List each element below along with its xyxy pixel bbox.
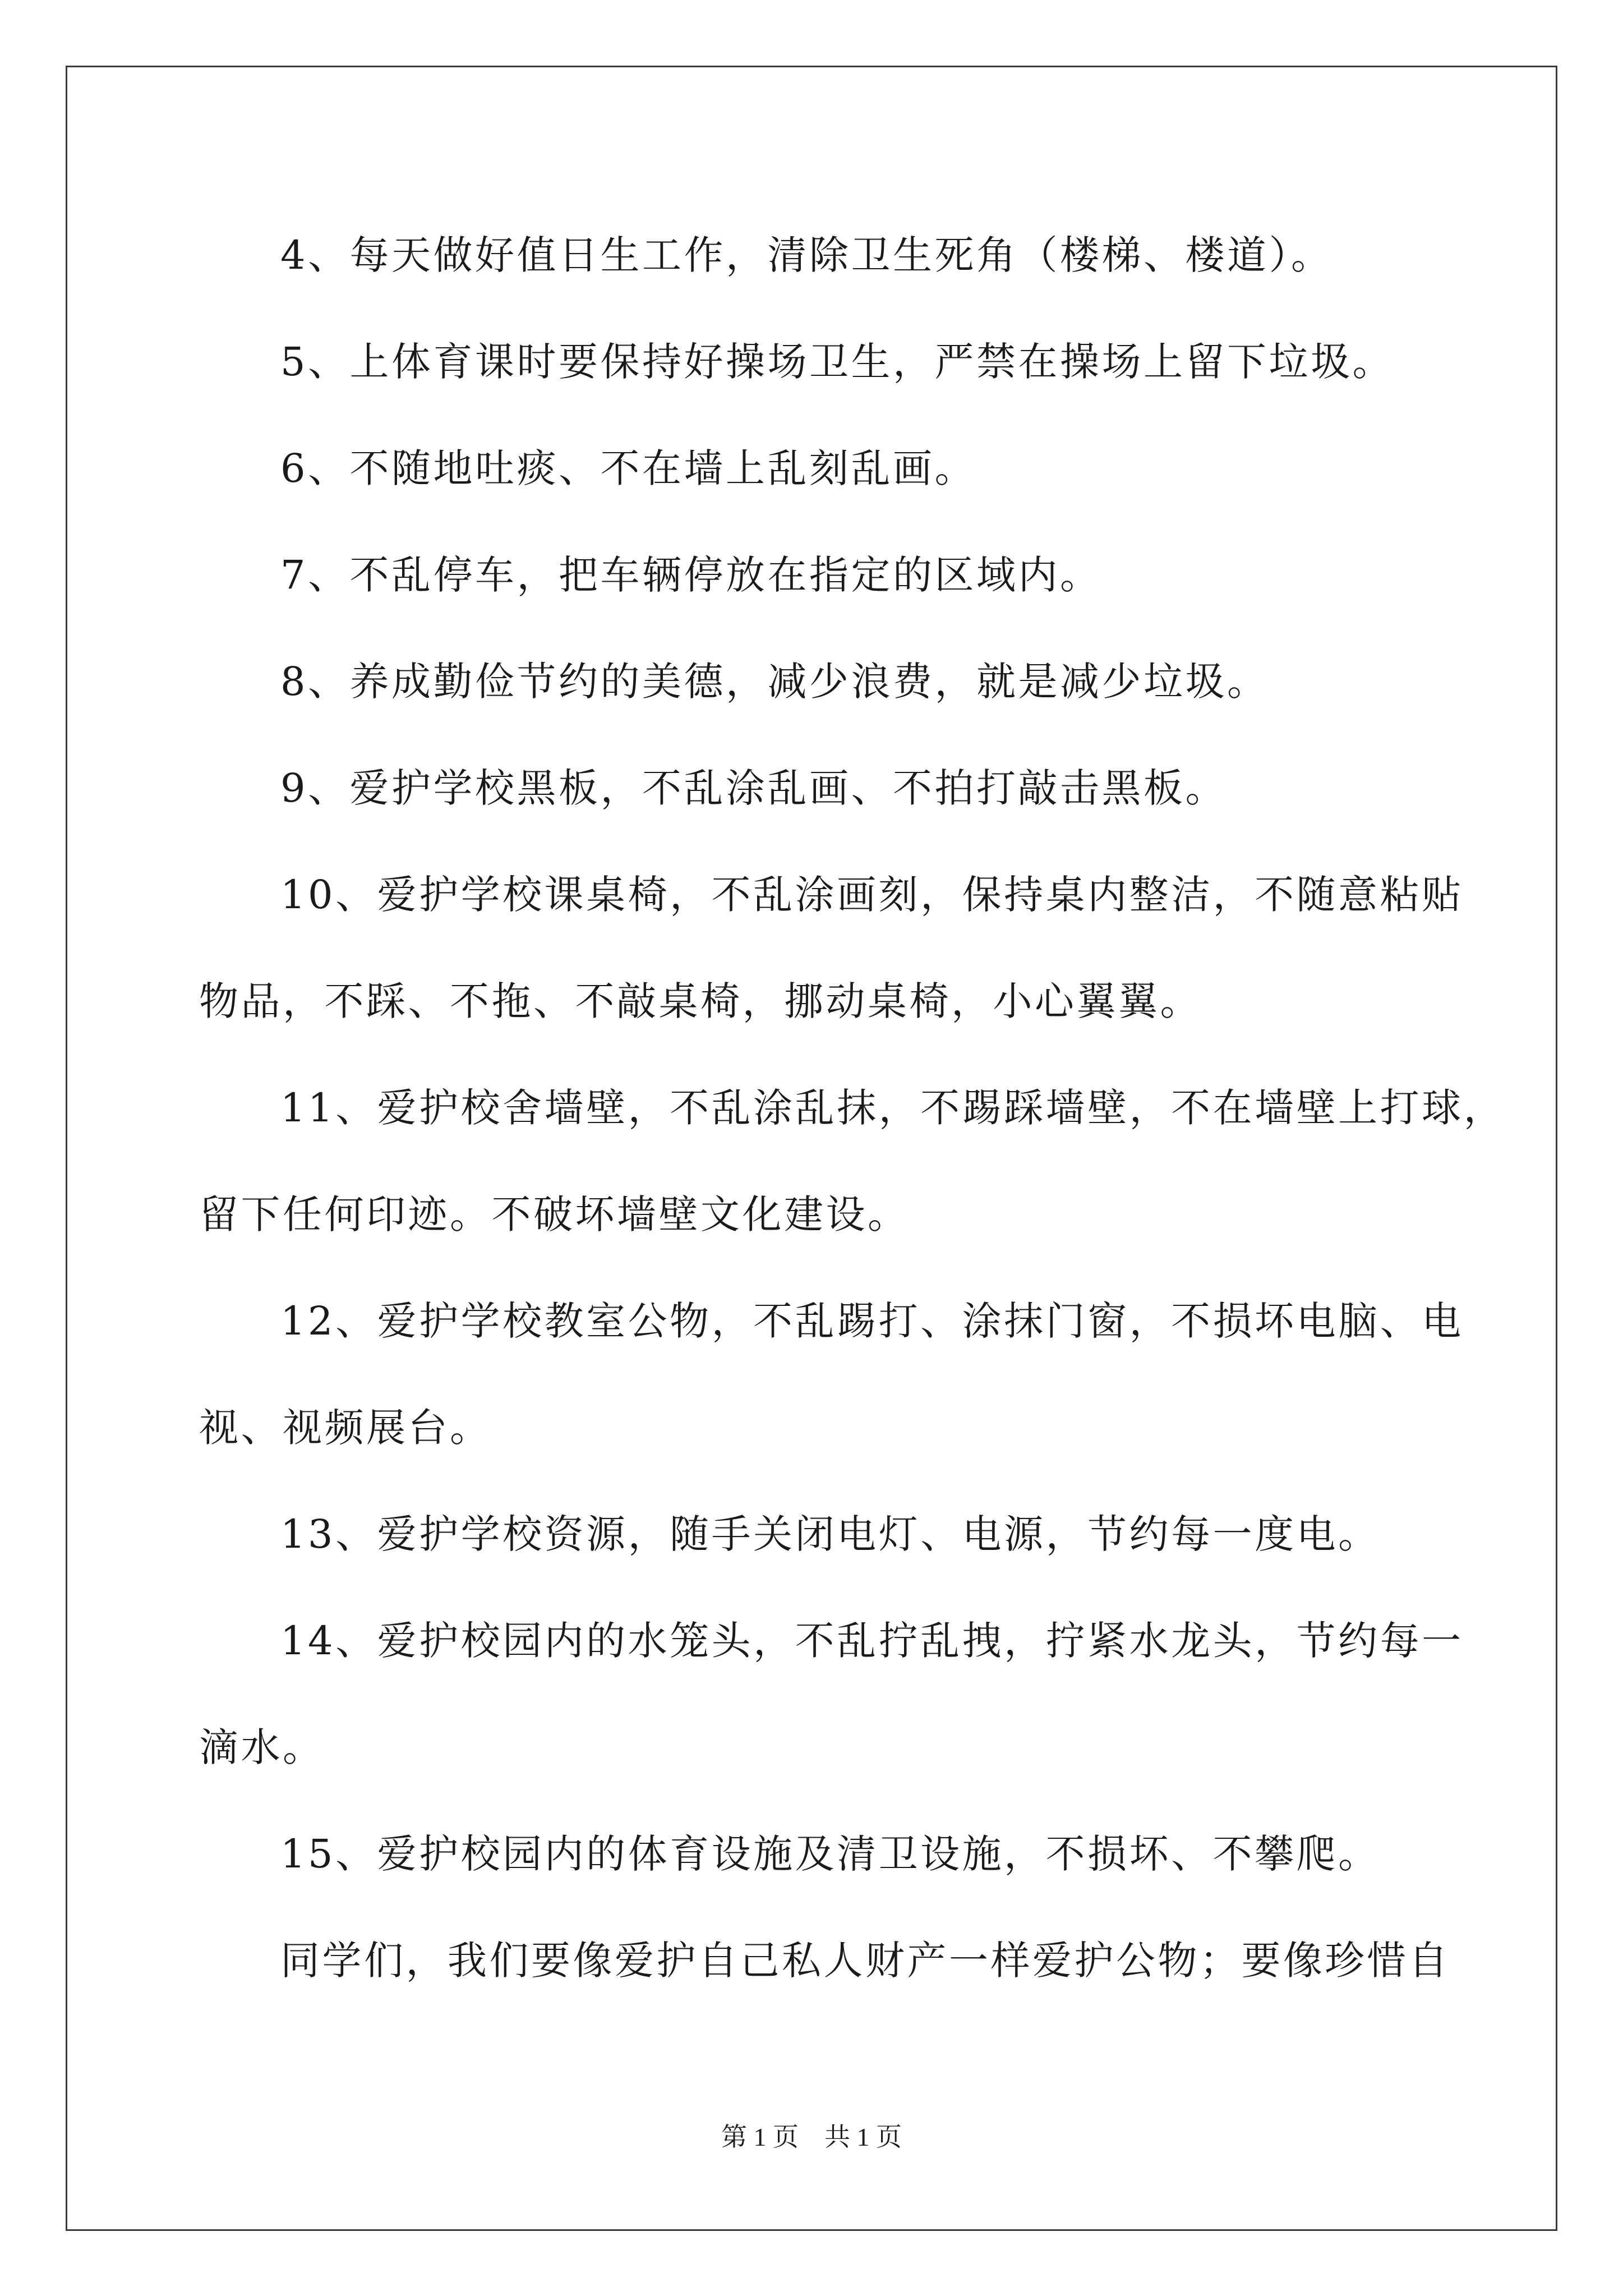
paragraph-item-4: 4、每天做好值日生工作，清除卫生死角（楼梯、楼道）。 bbox=[280, 232, 1333, 278]
paragraph-item-11-line-2: 留下任何印迹。不破坏墙壁文化建设。 bbox=[199, 1191, 910, 1237]
paragraph-item-12-line-2: 视、视频展台。 bbox=[199, 1405, 492, 1451]
paragraph-item-14-line-2: 滴水。 bbox=[199, 1724, 325, 1770]
paragraph-item-14-line-1: 14、爱护校园内的水笼头，不乱拧乱拽，拧紧水龙头，节约每一 bbox=[280, 1618, 1464, 1664]
paragraph-item-10-line-2: 物品，不踩、不拖、不敲桌椅，挪动桌椅，小心翼翼。 bbox=[199, 978, 1202, 1024]
paragraph-item-11-line-1: 11、爱护校舍墙壁，不乱涂乱抹，不踢踩墙壁，不在墙壁上打球， bbox=[280, 1085, 1506, 1131]
paragraph-item-15: 15、爱护校园内的体育设施及清卫设施，不损坏、不攀爬。 bbox=[280, 1831, 1380, 1877]
paragraph-item-5: 5、上体育课时要保持好操场卫生，严禁在操场上留下垃圾。 bbox=[280, 339, 1395, 385]
page-border bbox=[66, 66, 1557, 2231]
paragraph-item-8: 8、养成勤俭节约的美德，减少浪费，就是减少垃圾。 bbox=[280, 659, 1269, 705]
page-number-footer: 第 1 页 共 1 页 bbox=[721, 2123, 902, 2151]
closing-paragraph: 同学们，我们要像爱护自己私人财产一样爱护公物；要像珍惜自 bbox=[280, 1938, 1450, 1984]
paragraph-item-7: 7、不乱停车，把车辆停放在指定的区域内。 bbox=[280, 552, 1102, 598]
paragraph-item-13: 13、爱护学校资源，随手关闭电灯、电源，节约每一度电。 bbox=[280, 1511, 1380, 1557]
paragraph-item-12-line-1: 12、爱护学校教室公物，不乱踢打、涂抹门窗，不损坏电脑、电 bbox=[280, 1298, 1464, 1344]
paragraph-item-9: 9、爱护学校黑板，不乱涂乱画、不拍打敲击黑板。 bbox=[280, 765, 1228, 811]
paragraph-item-6: 6、不随地吐痰、不在墙上乱刻乱画。 bbox=[280, 445, 977, 491]
paragraph-item-10-line-1: 10、爱护学校课桌椅，不乱涂画刻，保持桌内整洁，不随意粘贴 bbox=[280, 872, 1464, 918]
